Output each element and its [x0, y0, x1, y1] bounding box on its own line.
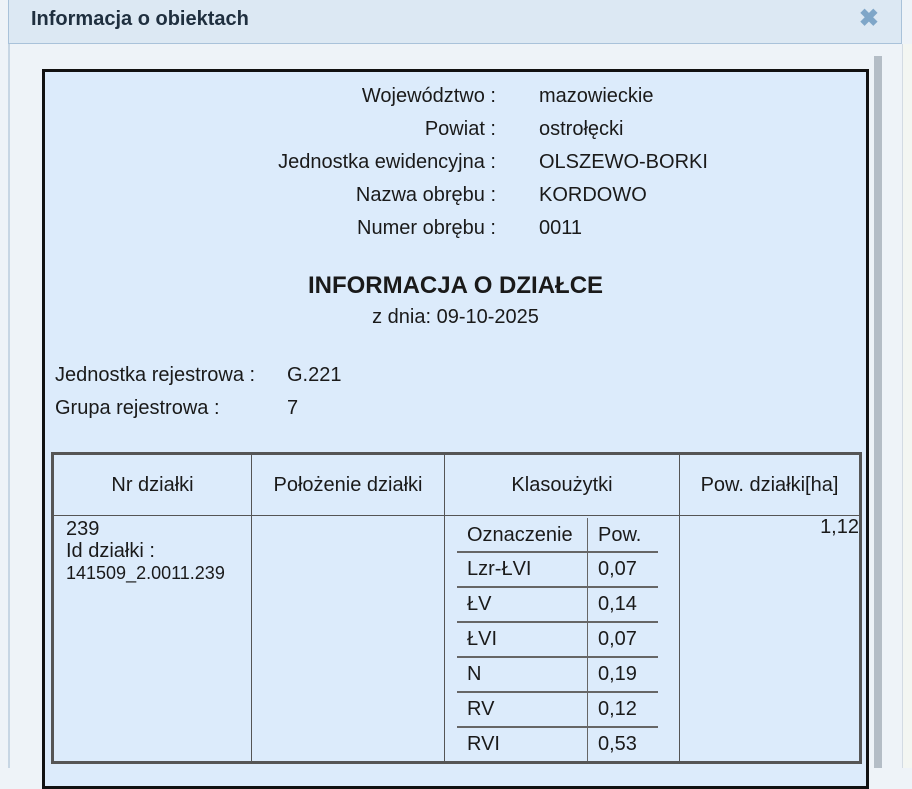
- land-use-area: 0,53: [588, 727, 659, 761]
- land-use-code: ŁV: [457, 587, 588, 622]
- location-value: KORDOWO: [539, 184, 647, 206]
- location-value: ostrołęcki: [539, 118, 624, 140]
- background-map-edge: [902, 44, 912, 768]
- location-label: Jednostka ewidencyjna :: [278, 151, 496, 173]
- column-header: Klasoużytki: [445, 454, 680, 516]
- land-use-row: [457, 657, 658, 692]
- registry-unit-label: Jednostka rejestrowa :: [55, 364, 256, 386]
- land-use-row: [457, 587, 658, 622]
- land-use-code: ŁVI: [457, 622, 588, 657]
- close-icon[interactable]: ✖: [858, 5, 879, 32]
- parcel-table: [51, 452, 862, 764]
- land-use-row: [457, 622, 658, 657]
- parcel-area-cell: 1,12: [680, 516, 861, 763]
- column-header: Pow. działki[ha]: [680, 454, 861, 516]
- land-use-code: N: [457, 657, 588, 692]
- table-row: [53, 516, 861, 763]
- location-label: Województwo :: [361, 85, 496, 107]
- scrollbar-thumb[interactable]: [874, 56, 882, 768]
- registry-group-label: Grupa rejestrowa :: [55, 397, 220, 419]
- land-use-row: [457, 727, 658, 761]
- column-header: Położenie działki: [252, 454, 445, 516]
- location-label: Nazwa obrębu :: [355, 184, 496, 206]
- land-use-area: 0,07: [588, 552, 659, 587]
- land-use-cell: [445, 516, 680, 763]
- registry-group-value: 7: [287, 397, 299, 419]
- location-label: Powiat :: [424, 118, 496, 140]
- location-value: 0011: [539, 217, 583, 239]
- parcel-id-value: 141509_2.0011.239: [66, 563, 225, 583]
- parcel-report: [42, 69, 869, 789]
- land-use-area: 0,19: [588, 657, 659, 692]
- report-date: z dnia: 09-10-2025: [372, 306, 539, 328]
- land-use-row: [457, 692, 658, 727]
- table-header-row: [53, 454, 861, 516]
- parcel-location-cell: [252, 516, 445, 763]
- land-use-area: 0,12: [588, 692, 659, 727]
- land-use-row: [457, 552, 658, 587]
- column-header: Nr działki: [53, 454, 252, 516]
- parcel-id-label: Id działki :: [66, 540, 155, 562]
- land-use-header: Oznaczenie: [457, 518, 588, 552]
- land-use-code: Lzr-ŁVI: [457, 552, 588, 587]
- location-label: Numer obrębu :: [357, 217, 496, 239]
- land-use-code: RVI: [467, 733, 500, 755]
- land-use-area: 0,14: [588, 587, 659, 622]
- land-use-table: [457, 518, 658, 761]
- dialog-titlebar: [8, 0, 902, 44]
- land-use-header: Pow.: [588, 518, 659, 552]
- land-use-area: 0,07: [588, 622, 659, 657]
- land-use-header-row: [457, 518, 658, 552]
- registry-unit-value: G.221: [287, 364, 342, 386]
- parcel-number: 239: [66, 518, 100, 540]
- location-value: OLSZEWO-BORKI: [539, 151, 708, 173]
- report-heading: INFORMACJA O DZIAŁCE: [307, 272, 604, 299]
- dialog-title: Informacja o obiektach: [31, 8, 249, 30]
- location-value: mazowieckie: [539, 85, 654, 107]
- land-use-code: RV: [457, 692, 588, 727]
- parcel-number-cell: [53, 516, 252, 763]
- dialog-left-border: [8, 44, 10, 768]
